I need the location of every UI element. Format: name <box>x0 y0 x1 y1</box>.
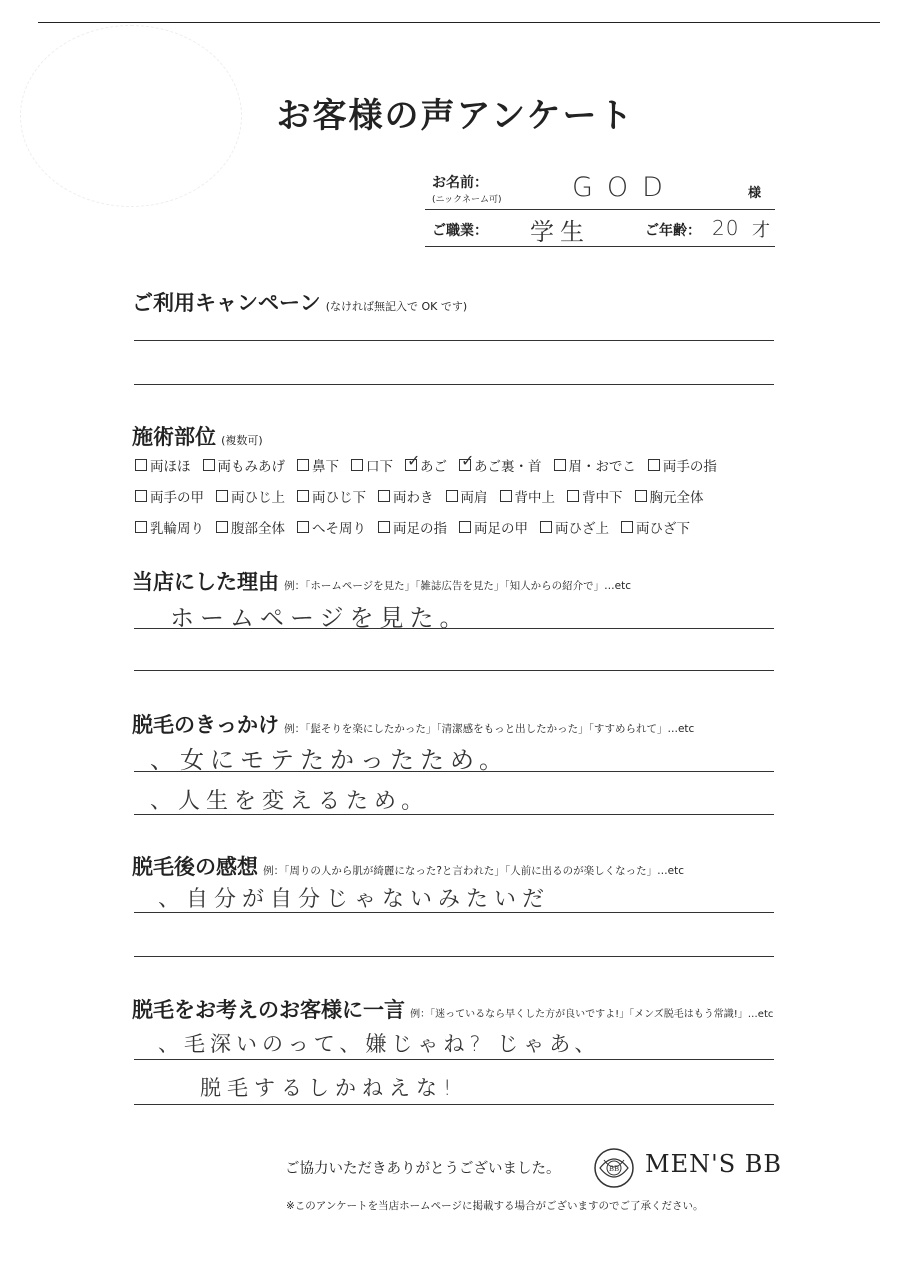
age-value[interactable]: 20 <box>712 216 740 240</box>
part-label: 両手の甲 <box>150 490 204 506</box>
message-line-2 <box>134 1104 774 1105</box>
parts-checklist <box>135 455 729 548</box>
thanks-text: ご協力いただきありがとうございました。 <box>285 1161 561 1177</box>
part-checkbox[interactable] <box>459 517 528 537</box>
empty-box-icon[interactable] <box>378 521 390 533</box>
part-label: 両ひじ下 <box>312 490 366 506</box>
impression-line-1 <box>134 912 774 913</box>
part-checkbox[interactable] <box>135 517 204 537</box>
part-checkbox[interactable] <box>351 455 393 475</box>
parts-note: (複数可) <box>221 434 263 447</box>
reason-heading: 当店にした理由 <box>132 569 279 594</box>
part-checkbox[interactable] <box>621 517 690 537</box>
campaign-header <box>132 287 467 317</box>
part-checkbox[interactable] <box>500 486 556 506</box>
trigger-header <box>132 709 694 739</box>
job-line <box>425 246 775 247</box>
reason-line-1 <box>134 628 774 629</box>
trigger-heading: 脱毛のきっかけ <box>132 712 279 737</box>
impression-note: 例：「周りの人から肌が綺麗になった?と言われた」「人前に出るのが楽しくなった」…etc <box>263 865 685 877</box>
impression-heading: 脱毛後の感想 <box>132 854 258 879</box>
impression-line-2 <box>134 956 774 957</box>
empty-box-icon[interactable] <box>635 490 647 502</box>
empty-box-icon[interactable] <box>621 521 633 533</box>
page-title: お客様の声アンケート <box>276 96 635 136</box>
part-checkbox[interactable] <box>405 455 447 475</box>
part-label: 鼻下 <box>312 459 339 475</box>
empty-box-icon[interactable] <box>351 459 363 471</box>
part-label: 乳輪周り <box>150 521 204 537</box>
impression-answer-1[interactable]: 、自分が自分じゃないみたいだ <box>158 887 551 912</box>
parts-header <box>132 421 263 451</box>
part-checkbox[interactable] <box>216 486 285 506</box>
part-label: 胸元全体 <box>649 490 704 506</box>
name-value[interactable]: GOD <box>572 172 677 203</box>
parts-heading: 施術部位 <box>132 424 216 449</box>
part-label: 両肩 <box>460 490 488 506</box>
name-line <box>425 209 775 210</box>
empty-box-icon[interactable] <box>203 459 215 471</box>
part-checkbox[interactable] <box>446 486 488 506</box>
part-label: 背中下 <box>582 490 623 506</box>
message-heading: 脱毛をお考えのお客様に一言 <box>132 997 405 1022</box>
empty-box-icon[interactable] <box>135 490 147 502</box>
part-label: 口下 <box>366 459 393 475</box>
reason-note: 例：「ホームページを見た」「雑誌広告を見た」「知人からの紹介で」…etc <box>284 580 631 592</box>
name-suffix: 様 <box>748 186 762 201</box>
part-checkbox[interactable] <box>567 486 623 506</box>
empty-box-icon[interactable] <box>567 490 579 502</box>
part-label: 両足の指 <box>393 521 447 537</box>
reason-header <box>132 566 631 596</box>
job-label: ご職業： <box>432 223 488 239</box>
job-value[interactable]: 学生 <box>530 218 590 246</box>
checked-box-icon[interactable] <box>459 459 471 471</box>
part-checkbox[interactable] <box>297 455 339 475</box>
part-label: あご裏・首 <box>474 459 542 475</box>
reason-line-2 <box>134 670 774 671</box>
empty-box-icon[interactable] <box>459 521 471 533</box>
campaign-line-2[interactable] <box>134 384 774 385</box>
message-header <box>132 994 773 1024</box>
trigger-answer-2[interactable]: 、人生を変えるため。 <box>150 789 430 814</box>
empty-box-icon[interactable] <box>378 490 390 502</box>
trigger-line-2 <box>134 814 774 815</box>
empty-box-icon[interactable] <box>297 459 309 471</box>
campaign-line-1[interactable] <box>134 340 774 341</box>
message-note: 例：「迷っているなら早くした方が良いですよ!」「メンズ脱毛はもう常識!」…etc <box>410 1009 774 1020</box>
impression-header <box>132 851 684 881</box>
trigger-line-1 <box>134 771 774 772</box>
part-label: 両ひざ上 <box>555 521 609 537</box>
empty-box-icon[interactable] <box>135 521 147 533</box>
empty-box-icon[interactable] <box>297 490 309 502</box>
brand-name: MEN'S BB <box>645 1150 783 1178</box>
checked-box-icon[interactable] <box>405 459 417 471</box>
top-border <box>38 22 880 23</box>
logo-mark-text: BB <box>608 1165 620 1173</box>
name-sublabel: (ニックネーム可) <box>432 195 502 205</box>
part-label: 背中上 <box>514 490 555 506</box>
part-label: 両手の指 <box>662 459 717 475</box>
part-label: 両わき <box>393 490 434 506</box>
message-answer-2[interactable]: 脱毛するしかねえな! <box>200 1076 458 1100</box>
part-label: 両ひじ上 <box>231 490 285 506</box>
campaign-heading: ご利用キャンペーン <box>132 290 321 315</box>
parts-row <box>135 517 729 537</box>
part-label: あご <box>420 459 447 475</box>
age-suffix: 才 <box>752 220 770 241</box>
part-checkbox[interactable] <box>378 486 434 506</box>
parts-row <box>135 455 729 475</box>
part-checkbox[interactable] <box>135 486 204 506</box>
age-label: ご年齢： <box>645 223 701 239</box>
part-checkbox[interactable] <box>459 455 542 475</box>
part-label: 眉・おでこ <box>568 459 636 475</box>
part-label: 両ほほ <box>150 459 191 475</box>
empty-box-icon[interactable] <box>216 521 228 533</box>
parts-row <box>135 486 729 506</box>
part-checkbox[interactable] <box>203 455 286 475</box>
empty-box-icon[interactable] <box>297 521 309 533</box>
part-label: 両もみあげ <box>217 459 285 475</box>
reason-answer-1[interactable]: ホームページを見た。 <box>170 604 470 632</box>
part-checkbox[interactable] <box>635 486 704 506</box>
part-checkbox[interactable] <box>135 455 191 475</box>
part-label: へそ周り <box>312 521 366 537</box>
trigger-answer-1[interactable]: 、女にモテたかったため。 <box>150 746 510 774</box>
empty-box-icon[interactable] <box>500 490 512 502</box>
brand-logo-icon <box>592 1146 636 1190</box>
part-checkbox[interactable] <box>216 517 285 537</box>
empty-box-icon[interactable] <box>216 490 228 502</box>
empty-box-icon[interactable] <box>446 490 458 502</box>
part-label: 両足の甲 <box>474 521 528 537</box>
part-checkbox[interactable] <box>540 517 609 537</box>
empty-box-icon[interactable] <box>648 459 660 471</box>
part-label: 両ひざ下 <box>636 521 690 537</box>
empty-box-icon[interactable] <box>540 521 552 533</box>
empty-box-icon[interactable] <box>554 459 566 471</box>
empty-box-icon[interactable] <box>135 459 147 471</box>
part-checkbox[interactable] <box>554 455 636 475</box>
name-label: お名前： <box>432 175 488 191</box>
footnote: ※このアンケートを当店ホームページに掲載する場合がございますのでご了承ください。 <box>286 1200 704 1212</box>
message-line-1 <box>134 1059 774 1060</box>
message-answer-1[interactable]: 、毛深いのって、嫌じゃね? じゃあ、 <box>158 1032 601 1056</box>
trigger-note: 例：「髭そりを楽にしたかった」「清潔感をもっと出したかった」「すすめられて」…etc <box>284 723 695 735</box>
part-checkbox[interactable] <box>378 517 447 537</box>
campaign-note: (なければ無記入で OK です) <box>325 300 468 313</box>
part-checkbox[interactable] <box>297 486 366 506</box>
part-label: 腹部全体 <box>231 521 285 537</box>
part-checkbox[interactable] <box>648 455 717 475</box>
part-checkbox[interactable] <box>297 517 366 537</box>
